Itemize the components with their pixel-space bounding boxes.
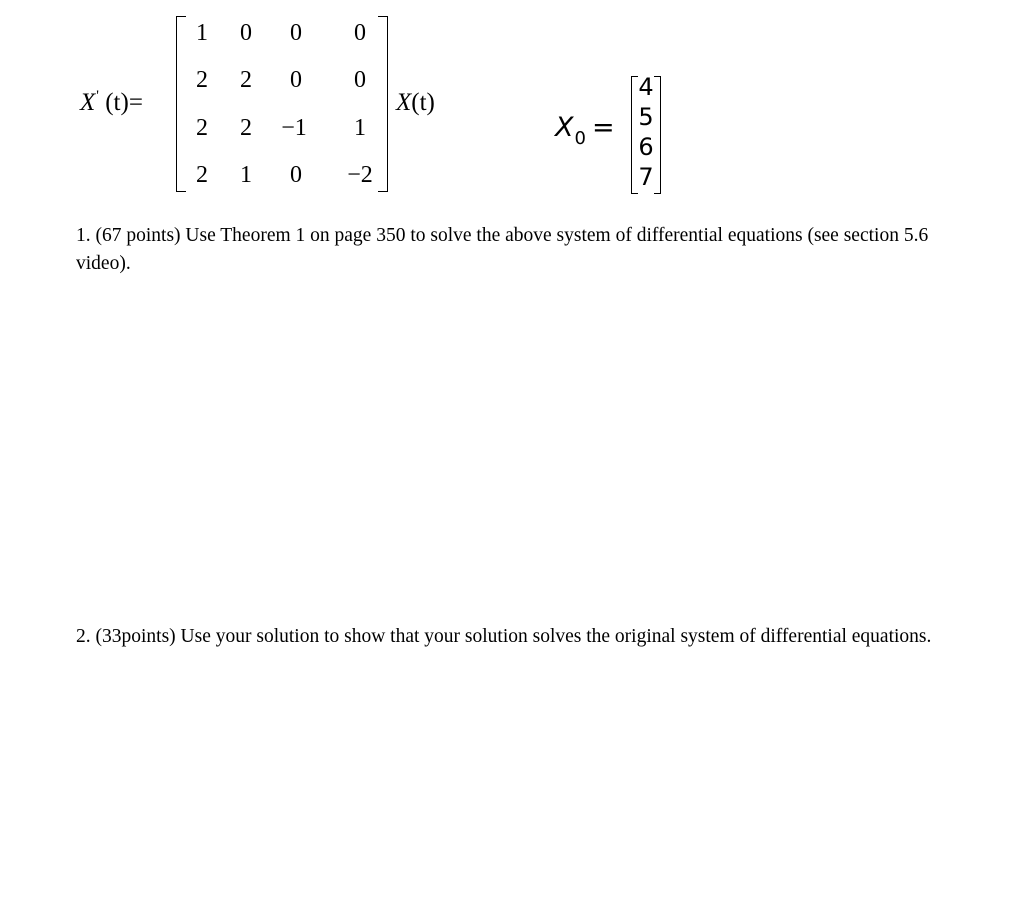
initial-vector <box>631 73 661 194</box>
matrix-left-bracket <box>176 16 186 192</box>
vector-right-bracket <box>654 76 661 194</box>
matrix-cell-r2c3: 0 <box>290 67 302 93</box>
lhs-arg: (t) <box>105 89 129 116</box>
vector-entry-2: 5 <box>638 103 654 131</box>
matrix-cell-r4c1: 2 <box>196 162 208 188</box>
initial-condition-label <box>555 112 615 147</box>
x0-equals: = <box>591 112 615 143</box>
matrix-cell-r3c2: 2 <box>240 115 252 141</box>
matrix-cell-r4c4: −2 <box>347 162 373 188</box>
matrix-cell-r3c3: −1 <box>281 115 307 141</box>
matrix-cell-r4c3: 0 <box>290 162 302 188</box>
lhs-prime: ' <box>96 88 99 104</box>
matrix-cell-r2c4: 0 <box>354 67 366 93</box>
x0-symbol: X <box>555 112 574 143</box>
vector-left-bracket <box>631 76 638 194</box>
matrix-cell-r1c3: 0 <box>290 20 302 46</box>
matrix-cell-r1c4: 0 <box>354 20 366 46</box>
coefficient-matrix <box>176 16 388 190</box>
question-1: 1. (67 points) Use Theorem 1 on page 350 to solve the above system of differential equations (see section 5.6 video). <box>76 225 929 274</box>
matrix-right-bracket <box>378 16 388 192</box>
matrix-cell-r2c2: 2 <box>240 67 252 93</box>
matrix-cell-r4c2: 1 <box>240 162 252 188</box>
matrix-cell-r2c1: 2 <box>196 67 208 93</box>
equation-rhs <box>396 88 435 118</box>
matrix-cell-r3c4: 1 <box>354 115 366 141</box>
lhs-equals: = <box>128 89 143 116</box>
matrix-cell-r1c2: 0 <box>240 20 252 46</box>
matrix-cell-r3c1: 2 <box>196 115 208 141</box>
equation-lhs <box>80 88 143 121</box>
rhs-arg: (t) <box>411 89 435 116</box>
x0-subscript: 0 <box>574 128 586 149</box>
question-2: 2. (33points) Use your solution to show that your solution solves the original system of differential equations. <box>76 626 932 647</box>
vector-entry-4: 7 <box>638 163 654 191</box>
vector-entry-3: 6 <box>638 133 654 161</box>
lhs-symbol: X <box>80 89 96 116</box>
matrix-cell-r1c1: 1 <box>196 20 208 46</box>
vector-entry-1: 4 <box>638 73 654 101</box>
rhs-symbol: X <box>396 89 412 116</box>
